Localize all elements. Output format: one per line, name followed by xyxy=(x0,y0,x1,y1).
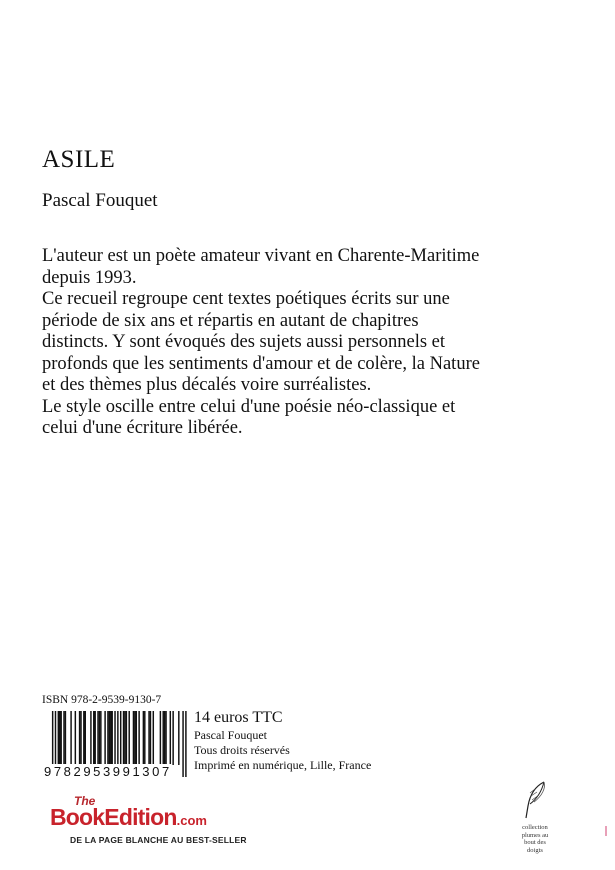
barcode-bar xyxy=(148,711,149,765)
barcode-bar xyxy=(110,711,111,765)
logo-the: The xyxy=(74,794,96,808)
barcode-bar xyxy=(170,711,171,765)
barcode-bar xyxy=(143,711,144,765)
book-description xyxy=(42,246,482,440)
barcode-bar xyxy=(75,711,76,765)
barcode-bar xyxy=(185,711,186,777)
barcode-bar xyxy=(80,711,81,765)
barcode-bar xyxy=(164,711,165,765)
barcode-bar xyxy=(59,711,60,765)
barcode-bar xyxy=(160,711,161,765)
barcode-bar xyxy=(172,711,173,765)
barcode-bar xyxy=(65,711,66,765)
barcode-bar xyxy=(150,711,151,765)
barcode-bar xyxy=(90,711,91,765)
barcode-bar xyxy=(124,711,125,765)
isbn-label: ISBN 978-2-9539-9130-7 xyxy=(42,694,162,706)
barcode-bar xyxy=(111,711,112,765)
description-paragraph-2: Ce recueil regroupe cent textes poétiques écrits sur une période de six ans et répartis en autant de chapitres distincts. Y sont évoqués des sujets aussi personnels et profonds que les sentiments d'amour et de colère, la Nature et des thèmes plus décalés voire surréalistes. xyxy=(42,289,480,395)
barcode-bar xyxy=(79,711,80,765)
collection-line-3: bout des xyxy=(524,839,546,846)
barcode-bar xyxy=(114,711,115,765)
barcode-bar xyxy=(138,711,139,765)
barcode-bar xyxy=(107,711,108,765)
publisher-logo xyxy=(42,794,272,848)
barcode-bar xyxy=(153,711,154,765)
logo-brand xyxy=(50,804,207,831)
collection-line-4: doigts xyxy=(527,846,543,854)
barcode-bar xyxy=(178,711,179,765)
barcode-bar xyxy=(83,711,84,765)
barcode-bar xyxy=(182,711,183,777)
collection-text xyxy=(510,824,560,854)
quill-icon xyxy=(522,780,548,820)
barcode-bar xyxy=(134,711,135,765)
logo-tagline: DE LA PAGE BLANCHE AU BEST-SELLER xyxy=(70,835,247,845)
description-paragraph-1: L'auteur est un poète amateur vivant en Charente-Maritime depuis 1993. xyxy=(42,246,480,288)
collection-mark xyxy=(510,780,560,854)
collection-line-2: plumes au xyxy=(521,831,549,839)
barcode-bar xyxy=(123,711,124,765)
barcode-digits: 9782953991307 xyxy=(44,764,172,779)
copyright-author: Pascal Fouquet xyxy=(194,728,267,742)
barcode-bar xyxy=(97,711,98,765)
book-title: ASILE xyxy=(42,146,116,173)
barcode-bar xyxy=(136,711,137,765)
barcode-bar xyxy=(58,711,59,765)
barcode-bar xyxy=(133,711,134,765)
barcode-bar xyxy=(162,711,163,765)
barcode-bar xyxy=(100,711,101,765)
edge-mark xyxy=(605,826,607,836)
barcode-bar xyxy=(109,711,110,765)
barcode-bar xyxy=(126,711,127,765)
barcode-bar xyxy=(70,711,71,765)
barcode-bar xyxy=(144,711,145,765)
logo-com: .com xyxy=(176,813,207,828)
price-block xyxy=(194,708,371,773)
logo-brand-name: BookEdition xyxy=(50,804,177,830)
collection-line-1: collection xyxy=(522,824,548,831)
barcode-bar xyxy=(165,711,166,765)
barcode-bar xyxy=(93,711,94,765)
barcode-bar xyxy=(99,711,100,765)
rights-text: Tous droits réservés xyxy=(194,743,290,757)
barcode-bar xyxy=(85,711,86,765)
book-author: Pascal Fouquet xyxy=(42,190,158,211)
barcode-bar xyxy=(104,711,105,765)
description-paragraph-3: Le style oscille entre celui d'une poésie néo-classique et celui d'une écriture libérée. xyxy=(42,396,456,438)
barcode-bar xyxy=(128,711,129,765)
barcode-bar xyxy=(63,711,64,765)
price: 14 euros TTC xyxy=(194,709,283,726)
printing-text: Imprimé en numérique, Lille, France xyxy=(194,758,372,772)
barcode-bar xyxy=(60,711,61,765)
barcode-bar xyxy=(94,711,95,765)
